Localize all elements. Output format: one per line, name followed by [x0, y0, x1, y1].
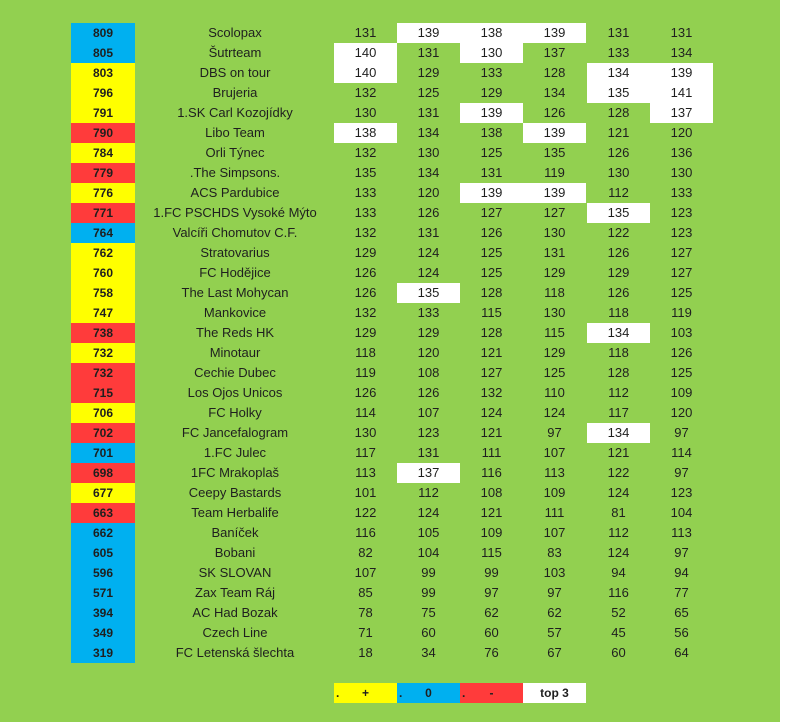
- round-score: 130: [417, 145, 440, 160]
- round-score: 113: [355, 465, 376, 480]
- round-score: 99: [421, 585, 436, 600]
- round-score: 129: [354, 325, 377, 340]
- round-score: 131: [607, 25, 630, 40]
- team-name: Minotaur: [209, 345, 261, 360]
- total-score: 764: [71, 223, 135, 243]
- round-score: 115: [544, 325, 565, 340]
- round-score: 103: [543, 565, 566, 580]
- round-score: 107: [543, 445, 566, 460]
- round-score: 122: [607, 465, 630, 480]
- round-score: 52: [611, 605, 626, 620]
- team-name: Bobani: [214, 545, 256, 560]
- round-score: 97: [484, 585, 499, 600]
- team-name: Czech Line: [202, 625, 268, 640]
- round-score: 57: [547, 625, 562, 640]
- team-name: Šutrteam: [208, 45, 262, 60]
- round-score: 18: [358, 645, 373, 660]
- total-score: 809: [71, 23, 135, 43]
- total-score: 776: [71, 183, 135, 203]
- round-score: 134: [417, 165, 440, 180]
- round-score: 135: [354, 165, 377, 180]
- round-score: 112: [418, 485, 439, 500]
- total-score: 662: [71, 523, 135, 543]
- total-score: 738: [71, 323, 135, 343]
- legend-label: 0: [425, 686, 432, 700]
- team-name: ACS Pardubice: [190, 185, 280, 200]
- round-score: 134: [587, 423, 650, 443]
- round-score: 139: [397, 23, 460, 43]
- round-score: 139: [460, 183, 523, 203]
- round-score: 137: [397, 463, 460, 483]
- round-score: 85: [358, 585, 373, 600]
- round-score: 120: [670, 405, 693, 420]
- round-score: 131: [417, 45, 440, 60]
- round-score: 128: [607, 365, 630, 380]
- round-score: 105: [417, 525, 440, 540]
- team-name: FC Jancefalogram: [181, 425, 289, 440]
- round-score: 133: [480, 65, 503, 80]
- round-score: 129: [480, 85, 503, 100]
- round-score: 139: [523, 23, 586, 43]
- round-score: 56: [674, 625, 689, 640]
- total-score: 706: [71, 403, 135, 423]
- round-score: 118: [608, 345, 629, 360]
- round-score: 121: [480, 505, 503, 520]
- round-score: 60: [421, 625, 436, 640]
- round-score: 139: [523, 123, 586, 143]
- round-score: 130: [460, 43, 523, 63]
- round-score: 111: [544, 505, 565, 520]
- round-score: 123: [670, 225, 693, 240]
- total-score: 762: [71, 243, 135, 263]
- round-score: 97: [547, 585, 562, 600]
- round-score: 107: [543, 525, 566, 540]
- round-score: 129: [543, 345, 566, 360]
- round-score: 67: [547, 645, 562, 660]
- total-score: 571: [71, 583, 135, 603]
- team-name: Orli Týnec: [205, 145, 265, 160]
- round-score: 122: [607, 225, 630, 240]
- team-name: 1.FC PSCHDS Vysoké Mýto: [153, 205, 317, 220]
- round-score: 123: [670, 205, 693, 220]
- round-score: 113: [544, 465, 565, 480]
- round-score: 97: [674, 465, 689, 480]
- team-name: FC Hodějice: [199, 265, 271, 280]
- total-score: 732: [71, 363, 135, 383]
- round-score: 122: [354, 505, 377, 520]
- legend-dot: .: [336, 686, 340, 700]
- round-score: 126: [607, 245, 630, 260]
- legend-label: -: [489, 686, 494, 700]
- round-score: 139: [460, 103, 523, 123]
- total-score: 394: [71, 603, 135, 623]
- round-score: 133: [354, 205, 377, 220]
- round-score: 97: [674, 425, 689, 440]
- round-score: 126: [354, 385, 377, 400]
- legend-dot: .: [462, 686, 466, 700]
- round-score: 135: [397, 283, 460, 303]
- team-name: Los Ojos Unicos: [187, 385, 283, 400]
- round-score: 132: [354, 85, 377, 100]
- round-score: 138: [480, 125, 503, 140]
- round-score: 129: [607, 265, 630, 280]
- round-score: 123: [417, 425, 440, 440]
- round-score: 124: [543, 405, 566, 420]
- round-score: 137: [543, 45, 566, 60]
- round-score: 127: [480, 205, 503, 220]
- round-score: 134: [587, 323, 650, 343]
- total-score: 701: [71, 443, 135, 463]
- total-score: 760: [71, 263, 135, 283]
- round-score: 101: [354, 485, 377, 500]
- round-score: 97: [547, 425, 562, 440]
- round-score: 62: [484, 605, 499, 620]
- round-score: 120: [417, 185, 440, 200]
- round-score: 126: [354, 285, 377, 300]
- round-score: 130: [543, 225, 566, 240]
- round-score: 130: [354, 105, 377, 120]
- team-name: SK SLOVAN: [198, 565, 272, 580]
- round-score: 134: [417, 125, 440, 140]
- round-score: 126: [607, 285, 630, 300]
- round-score: 77: [674, 585, 689, 600]
- round-score: 125: [480, 265, 503, 280]
- round-score: 132: [480, 385, 503, 400]
- round-score: 121: [480, 425, 503, 440]
- round-score: 134: [543, 85, 566, 100]
- team-name: Ceepy Bastards: [188, 485, 282, 500]
- total-score: 663: [71, 503, 135, 523]
- round-score: 112: [608, 525, 629, 540]
- round-score: 124: [480, 405, 503, 420]
- round-score: 136: [670, 145, 693, 160]
- round-score: 125: [543, 365, 566, 380]
- round-score: 124: [417, 265, 440, 280]
- round-score: 62: [547, 605, 562, 620]
- round-score: 115: [481, 305, 502, 320]
- round-score: 78: [358, 605, 373, 620]
- total-score: 784: [71, 143, 135, 163]
- total-score: 791: [71, 103, 135, 123]
- round-score: 119: [544, 165, 565, 180]
- round-score: 131: [670, 25, 693, 40]
- round-score: 130: [354, 425, 377, 440]
- round-score: 120: [417, 345, 440, 360]
- legend-label: +: [361, 686, 369, 700]
- team-name: Brujeria: [212, 85, 258, 100]
- round-score: 131: [354, 25, 377, 40]
- round-score: 126: [417, 385, 440, 400]
- round-score: 128: [607, 105, 630, 120]
- round-score: 135: [587, 83, 650, 103]
- total-score: 805: [71, 43, 135, 63]
- team-name: Valcíři Chomutov C.F.: [172, 225, 298, 240]
- legend-item-zero: [397, 683, 460, 703]
- round-score: 108: [417, 365, 440, 380]
- round-score: 126: [417, 205, 440, 220]
- round-score: 117: [355, 445, 376, 460]
- round-score: 124: [607, 485, 630, 500]
- team-name: Team Herbalife: [191, 505, 279, 520]
- round-score: 127: [543, 205, 566, 220]
- round-score: 133: [354, 185, 377, 200]
- total-score: 747: [71, 303, 135, 323]
- team-name: 1FC Mrakoplaš: [190, 465, 280, 480]
- round-score: 114: [355, 405, 376, 420]
- round-score: 115: [481, 545, 502, 560]
- total-score: 702: [71, 423, 135, 443]
- total-score: 319: [71, 643, 135, 663]
- round-score: 128: [480, 325, 503, 340]
- total-score: 698: [71, 463, 135, 483]
- round-score: 140: [334, 63, 397, 83]
- round-score: 108: [480, 485, 503, 500]
- round-score: 132: [354, 305, 377, 320]
- round-score: 133: [670, 185, 693, 200]
- round-score: 121: [607, 125, 630, 140]
- round-score: 121: [607, 445, 630, 460]
- round-score: 126: [543, 105, 566, 120]
- round-score: 120: [670, 125, 693, 140]
- round-score: 135: [543, 145, 566, 160]
- round-score: 129: [417, 65, 440, 80]
- round-score: 116: [481, 465, 502, 480]
- round-score: 60: [484, 625, 499, 640]
- round-score: 82: [358, 545, 373, 560]
- round-score: 131: [480, 165, 503, 180]
- round-score: 139: [523, 183, 586, 203]
- round-score: 110: [544, 385, 565, 400]
- round-score: 97: [674, 545, 689, 560]
- round-score: 76: [484, 645, 499, 660]
- team-name: The Reds HK: [195, 325, 275, 340]
- round-score: 129: [543, 265, 566, 280]
- round-score: 121: [480, 345, 503, 360]
- total-score: 803: [71, 63, 135, 83]
- round-score: 130: [670, 165, 693, 180]
- round-score: 83: [547, 545, 562, 560]
- round-score: 126: [670, 345, 693, 360]
- total-score: 715: [71, 383, 135, 403]
- round-score: 131: [543, 245, 566, 260]
- team-name: FC Letenská šlechta: [175, 645, 295, 660]
- round-score: 81: [611, 505, 626, 520]
- team-name: Scolopax: [208, 25, 262, 40]
- round-score: 126: [354, 265, 377, 280]
- round-score: 133: [417, 305, 440, 320]
- round-score: 75: [421, 605, 436, 620]
- round-score: 104: [670, 505, 693, 520]
- round-score: 117: [608, 405, 629, 420]
- round-score: 128: [543, 65, 566, 80]
- team-name: .The Simpsons.: [189, 165, 281, 180]
- round-score: 140: [334, 43, 397, 63]
- round-score: 111: [481, 445, 502, 460]
- round-score: 125: [480, 245, 503, 260]
- round-score: 132: [354, 225, 377, 240]
- legend-dot: .: [399, 686, 403, 700]
- round-score: 130: [543, 305, 566, 320]
- round-score: 126: [607, 145, 630, 160]
- round-score: 113: [671, 525, 692, 540]
- total-score: 605: [71, 543, 135, 563]
- round-score: 99: [421, 565, 436, 580]
- round-score: 135: [587, 203, 650, 223]
- round-score: 139: [650, 63, 713, 83]
- round-score: 60: [611, 645, 626, 660]
- round-score: 112: [608, 385, 629, 400]
- round-score: 45: [611, 625, 626, 640]
- round-score: 125: [670, 365, 693, 380]
- round-score: 109: [543, 485, 566, 500]
- round-score: 131: [417, 105, 440, 120]
- round-score: 109: [670, 385, 693, 400]
- team-name: FC Holky: [208, 405, 262, 420]
- round-score: 107: [354, 565, 377, 580]
- round-score: 129: [417, 325, 440, 340]
- round-score: 132: [354, 145, 377, 160]
- round-score: 107: [417, 405, 440, 420]
- total-score: 349: [71, 623, 135, 643]
- round-score: 126: [480, 225, 503, 240]
- team-name: Mankovice: [203, 305, 267, 320]
- round-score: 134: [670, 45, 693, 60]
- round-score: 119: [355, 365, 376, 380]
- team-name: Stratovarius: [200, 245, 270, 260]
- round-score: 114: [671, 445, 692, 460]
- round-score: 127: [670, 265, 693, 280]
- total-score: 796: [71, 83, 135, 103]
- total-score: 596: [71, 563, 135, 583]
- round-score: 119: [671, 305, 692, 320]
- round-score: 104: [417, 545, 440, 560]
- round-score: 134: [587, 63, 650, 83]
- round-score: 137: [650, 103, 713, 123]
- team-name: Zax Team Ráj: [195, 585, 275, 600]
- team-name: DBS on tour: [199, 65, 271, 80]
- round-score: 127: [670, 245, 693, 260]
- round-score: 124: [417, 505, 440, 520]
- total-score: 779: [71, 163, 135, 183]
- round-score: 125: [670, 285, 693, 300]
- total-score: 758: [71, 283, 135, 303]
- total-score: 732: [71, 343, 135, 363]
- round-score: 138: [460, 23, 523, 43]
- round-score: 103: [670, 325, 693, 340]
- team-name: Cechie Dubec: [194, 365, 276, 380]
- round-score: 125: [480, 145, 503, 160]
- team-name: 1.FC Julec: [203, 445, 267, 460]
- round-score: 94: [674, 565, 689, 580]
- total-score: 677: [71, 483, 135, 503]
- round-score: 118: [544, 285, 565, 300]
- round-score: 141: [650, 83, 713, 103]
- round-score: 116: [355, 525, 376, 540]
- round-score: 127: [480, 365, 503, 380]
- round-score: 112: [608, 185, 629, 200]
- round-score: 131: [417, 445, 440, 460]
- total-score: 771: [71, 203, 135, 223]
- legend-item-top3: [523, 683, 586, 703]
- round-score: 125: [417, 85, 440, 100]
- team-name: Libo Team: [205, 125, 265, 140]
- round-score: 116: [608, 585, 629, 600]
- round-score: 138: [334, 123, 397, 143]
- team-name: The Last Mohycan: [181, 285, 289, 300]
- round-score: 64: [674, 645, 689, 660]
- round-score: 109: [480, 525, 503, 540]
- total-score: 790: [71, 123, 135, 143]
- round-score: 124: [607, 545, 630, 560]
- team-name: Baníček: [211, 525, 259, 540]
- legend-item-plus: [334, 683, 397, 703]
- team-name: 1.SK Carl Kozojídky: [177, 105, 293, 120]
- round-score: 124: [417, 245, 440, 260]
- round-score: 131: [417, 225, 440, 240]
- round-score: 94: [611, 565, 626, 580]
- round-score: 118: [608, 305, 629, 320]
- round-score: 123: [670, 485, 693, 500]
- round-score: 118: [355, 345, 376, 360]
- legend-label: top 3: [540, 686, 569, 700]
- round-score: 71: [358, 625, 373, 640]
- round-score: 34: [421, 645, 436, 660]
- round-score: 99: [484, 565, 499, 580]
- round-score: 128: [480, 285, 503, 300]
- round-score: 133: [607, 45, 630, 60]
- round-score: 129: [354, 245, 377, 260]
- legend-item-minus: [460, 683, 523, 703]
- team-name: AC Had Bozak: [192, 605, 278, 620]
- round-score: 130: [607, 165, 630, 180]
- round-score: 65: [674, 605, 689, 620]
